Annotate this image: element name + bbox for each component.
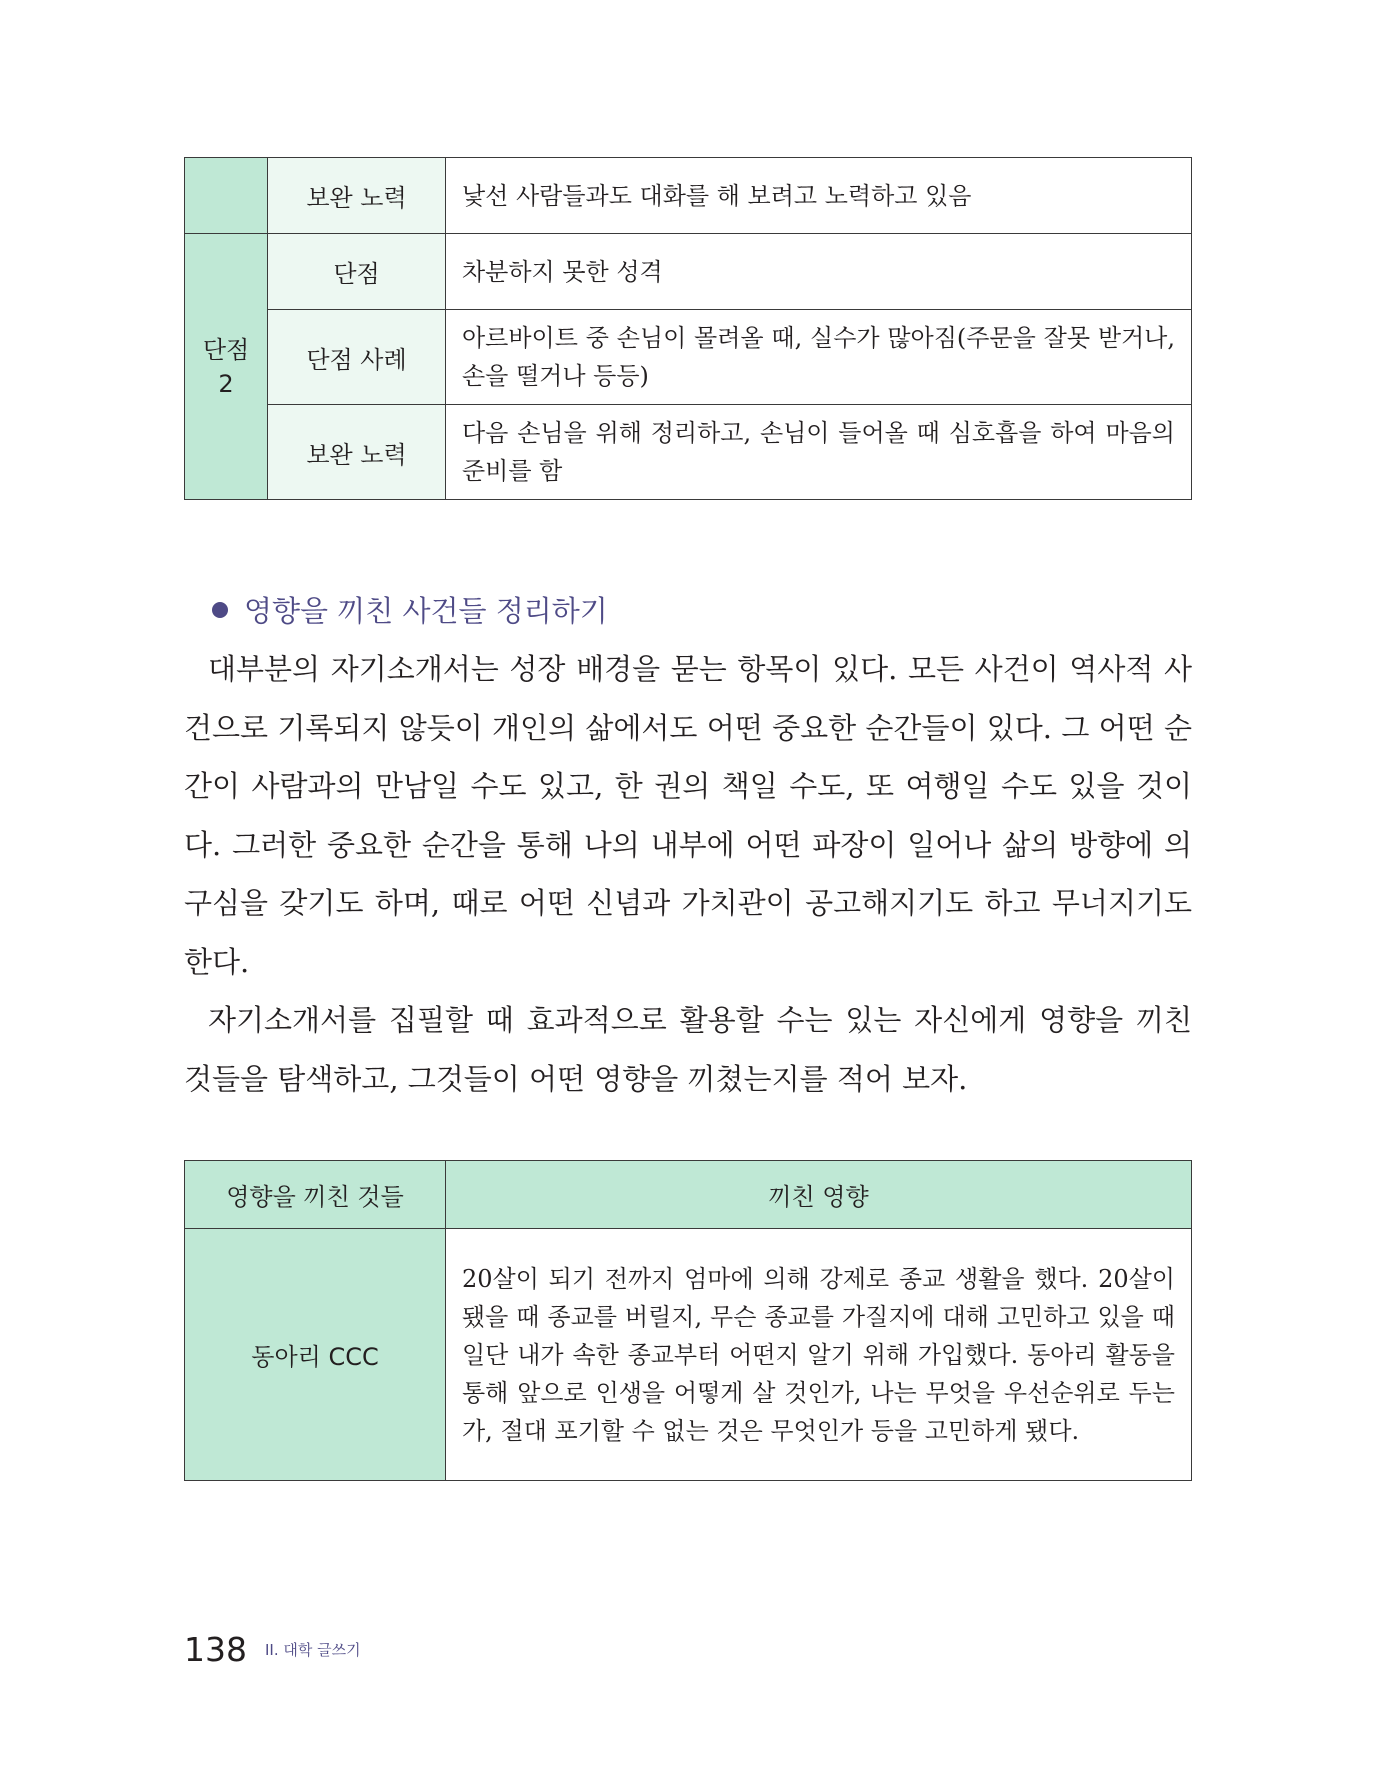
table-row	[185, 405, 1192, 500]
chapter-label: II. 대학 글쓰기	[265, 1641, 361, 1659]
row-text: 아르바이트 중 손님이 몰려올 때, 실수가 많아짐(주문을 잘못 받거나, 손을 떨거나 등등)	[446, 310, 1192, 405]
table-row	[185, 234, 1192, 310]
section-heading-text: 영향을 끼친 사건들 정리하기	[244, 594, 608, 628]
row-text: 차분하지 못한 성격	[446, 234, 1192, 310]
influences-table	[184, 1160, 1192, 1481]
row-text: 20살이 되기 전까지 엄마에 의해 강제로 종교 생활을 했다. 20살이 됐을 때 종교를 버릴지, 무슨 종교를 가질지에 대해 고민하고 있을 때 일단 내가 속한 종교부터 어떤지 알기 위해 가입했다. 동아리 활동을 통해 앞으로 인생을 어떻게 살 것인가, 나는 무엇을 우선순위로 두는가, 절대 포기할 수 없는 것은 무엇인가 등을 고민하게 됐다.	[446, 1229, 1192, 1481]
row-label: 동아리 CCC	[185, 1229, 446, 1481]
table-row	[185, 1229, 1192, 1481]
table-row	[185, 310, 1192, 405]
row-label: 보완 노력	[268, 405, 446, 500]
row-label: 단점 사례	[268, 310, 446, 405]
table-row	[185, 158, 1192, 234]
page-footer	[184, 1630, 361, 1669]
header-impact: 끼친 영향	[446, 1161, 1192, 1229]
row-label: 보완 노력	[268, 158, 446, 234]
row-text: 다음 손님을 위해 정리하고, 손님이 들어올 때 심호흡을 하여 마음의 준비를 함	[446, 405, 1192, 500]
group-label-weakness-2: 단점 2	[185, 234, 268, 500]
body-paragraph: 자기소개서를 집필할 때 효과적으로 활용할 수는 있는 자신에게 영향을 끼친 것들을 탐색하고, 그것들이 어떤 영향을 끼쳤는지를 적어 보자.	[184, 1003, 1192, 1096]
bullet-icon	[212, 602, 228, 618]
strengths-weaknesses-table	[184, 157, 1192, 500]
section-heading	[212, 589, 608, 630]
table-header-row	[185, 1161, 1192, 1229]
header-influences: 영향을 끼친 것들	[185, 1161, 446, 1229]
page-number: 138	[184, 1630, 247, 1669]
body-paragraph: 대부분의 자기소개서는 성장 배경을 묻는 항목이 있다. 모든 사건이 역사적 사건으로 기록되지 않듯이 개인의 삶에서도 어떤 중요한 순간들이 있다. 그 어떤 순간이 사람과의 만남일 수도 있고, 한 권의 책일 수도, 또 여행일 수도 있을 것이다. 그러한 중요한 순간을 통해 나의 내부에 어떤 파장이 일어나 삶의 방향에 의구심을 갖기도 하며, 때로 어떤 신념과 가치관이 공고해지기도 하고 무너지기도 한다.	[184, 652, 1192, 979]
row-text: 낯선 사람들과도 대화를 해 보려고 노력하고 있음	[446, 158, 1192, 234]
row-label: 단점	[268, 234, 446, 310]
group-cell-empty	[185, 158, 268, 234]
